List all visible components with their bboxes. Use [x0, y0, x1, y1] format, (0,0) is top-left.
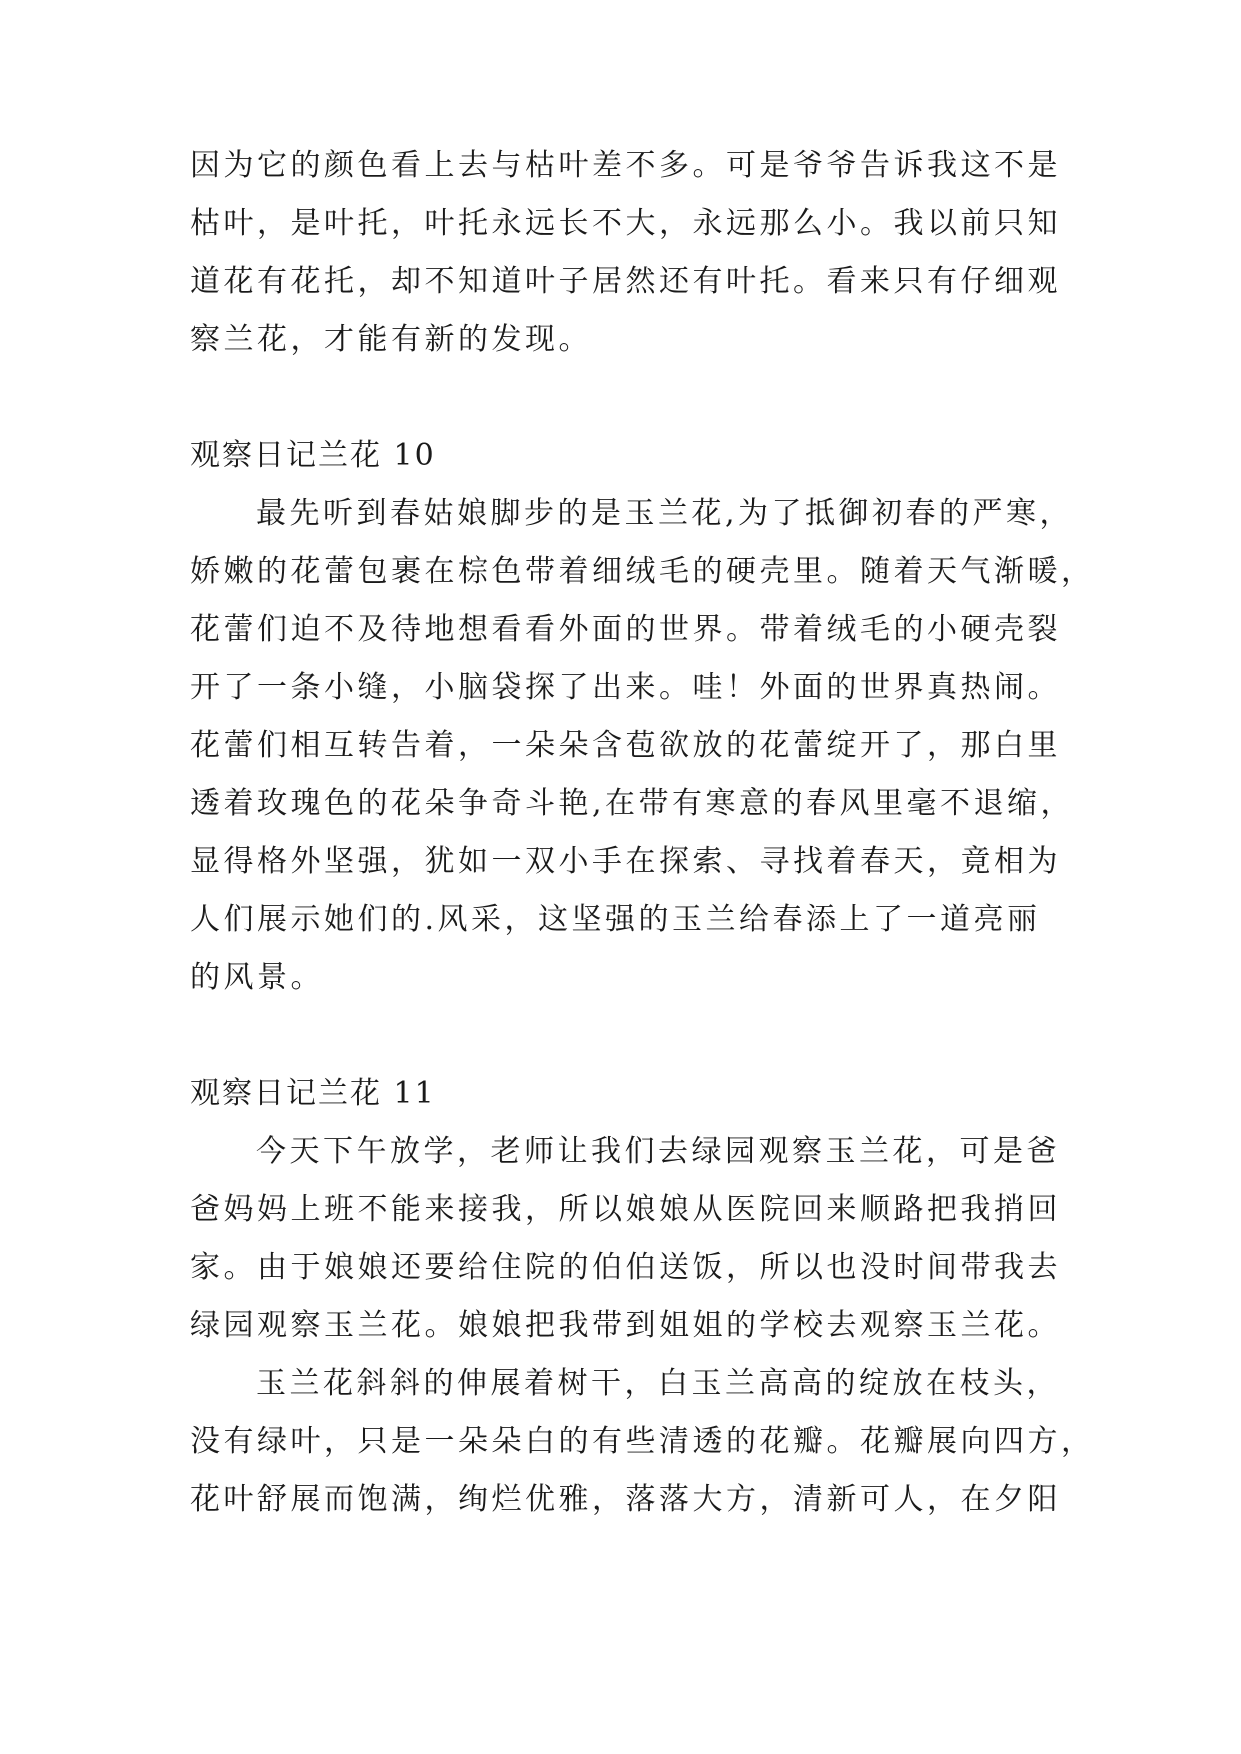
paragraph-line: 家。由于娘娘还要给住院的伯伯送饭，所以也没时间带我去 [190, 1250, 1061, 1285]
paragraph-line: 花蕾们迫不及待地想看看外面的世界。带着绒毛的小硬壳裂 [190, 612, 1061, 647]
section-heading: 观察日记兰花 10 [190, 438, 436, 473]
paragraph-line: 因为它的颜色看上去与枯叶差不多。可是爷爷告诉我这不是 [190, 148, 1061, 183]
paragraph-line: 爸妈妈上班不能来接我，所以娘娘从医院回来顺路把我捎回 [190, 1192, 1061, 1227]
paragraph-line: 察兰花，才能有新的发现。 [190, 322, 592, 357]
paragraph-line: 透着玫瑰色的花朵争奇斗艳,在带有寒意的春风里毫不退缩， [190, 786, 1075, 821]
paragraph-line: 娇嫩的花蕾包裹在棕色带着细绒毛的硬壳里。随着天气渐暖， [190, 554, 1095, 589]
paragraph-line: 的风景。 [190, 960, 324, 995]
paragraph-line: 显得格外坚强，犹如一双小手在探索、寻找着春天，竟相为 [190, 844, 1061, 879]
paragraph-line: 没有绿叶，只是一朵朵白的有些清透的花瓣。花瓣展向四方， [190, 1424, 1095, 1459]
paragraph-line: 人们展示她们的.风采，这坚强的玉兰给春添上了一道亮丽 [190, 902, 1041, 937]
paragraph-line: 绿园观察玉兰花。娘娘把我带到姐姐的学校去观察玉兰花。 [190, 1308, 1061, 1343]
paragraph-line: 最先听到春姑娘脚步的是玉兰花,为了抵御初春的严寒， [256, 496, 1074, 531]
paragraph-line: 花叶舒展而饱满，绚烂优雅，落落大方，清新可人，在夕阳 [190, 1482, 1061, 1517]
paragraph-line: 开了一条小缝，小脑袋探了出来。哇！外面的世界真热闹。 [190, 670, 1061, 705]
paragraph-line: 道花有花托，却不知道叶子居然还有叶托。看来只有仔细观 [190, 264, 1061, 299]
paragraph-line: 花蕾们相互转告着，一朵朵含苞欲放的花蕾绽开了，那白里 [190, 728, 1061, 763]
paragraph-line: 今天下午放学，老师让我们去绿园观察玉兰花，可是爸 [256, 1134, 1060, 1169]
section-heading: 观察日记兰花 11 [190, 1076, 436, 1111]
paragraph-line: 玉兰花斜斜的伸展着树干，白玉兰高高的绽放在枝头， [256, 1366, 1060, 1401]
paragraph-line: 枯叶，是叶托，叶托永远长不大，永远那么小。我以前只知 [190, 206, 1061, 241]
